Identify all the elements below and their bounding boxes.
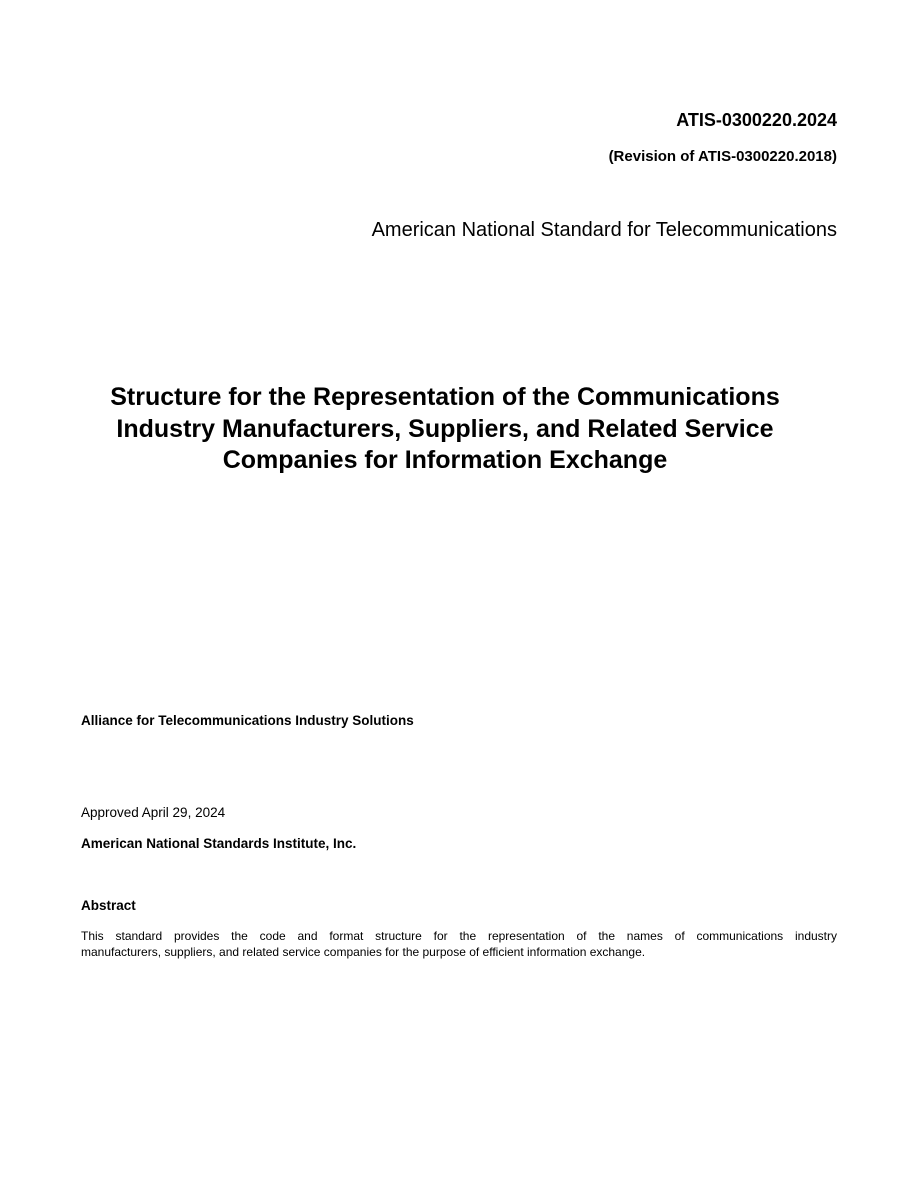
abstract-line: manufacturers, suppliers, and related service companies for the purpose of efficient information exchange. <box>81 945 646 959</box>
document-title <box>81 382 809 477</box>
standard-type: American National Standard for Telecommunications <box>371 219 837 241</box>
revision-note: (Revision of ATIS-0300220.2018) <box>608 148 837 165</box>
document-number: ATIS-0300220.2024 <box>676 110 837 130</box>
approving-body: American National Standards Institute, Inc. <box>81 836 357 851</box>
title-line: Companies for Information Exchange <box>222 446 668 474</box>
organization-name: Alliance for Telecommunications Industry Solutions <box>81 713 414 728</box>
abstract-line: This standard provides the code and format structure for the representation of the names of communications industry <box>81 929 837 943</box>
abstract-text <box>81 928 837 960</box>
title-line: Industry Manufacturers, Suppliers, and Related Service <box>116 414 774 443</box>
approval-date: Approved April 29, 2024 <box>81 805 226 820</box>
title-line: Structure for the Representation of the Communications <box>110 383 780 411</box>
abstract-heading: Abstract <box>81 898 136 913</box>
